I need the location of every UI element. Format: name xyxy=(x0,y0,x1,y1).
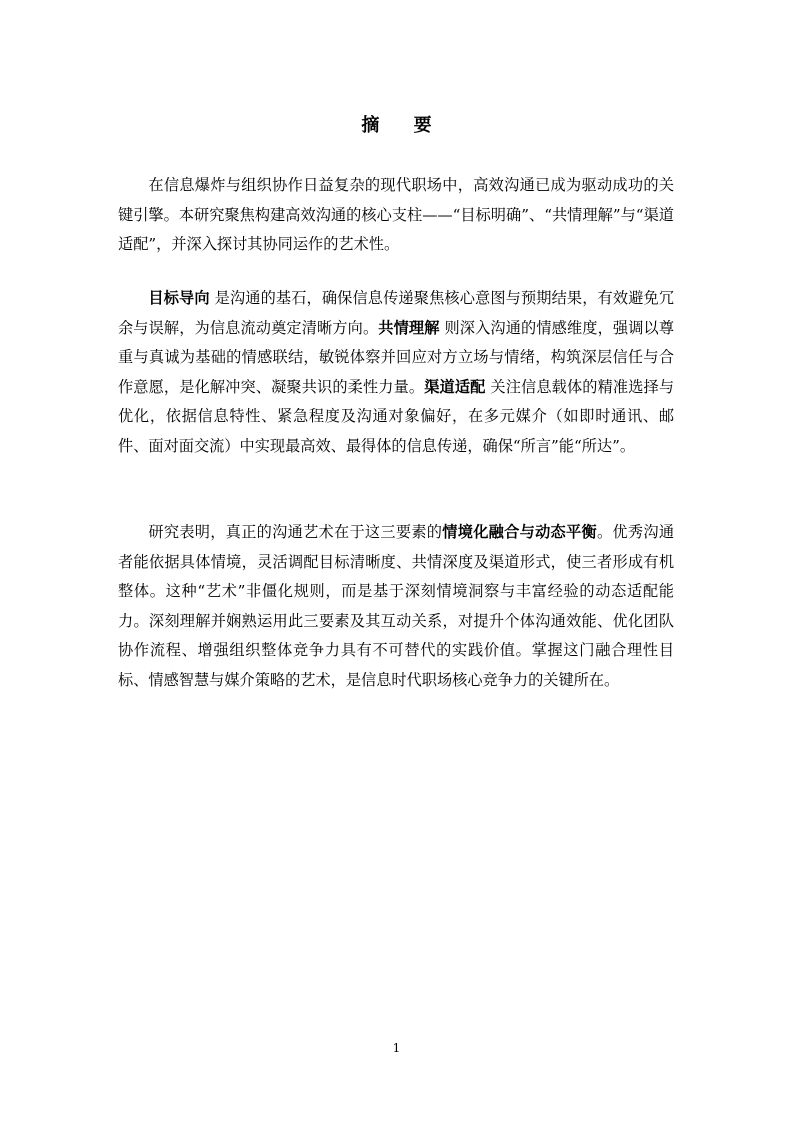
abstract-paragraph-conclusion xyxy=(118,518,674,695)
paragraph-text: 在信息爆炸与组织协作日益复杂的现代职场中，高效沟通已成为驱动成功的关键引擎。本研究聚焦构建高效沟通的核心支柱——“目标明确”、“共情理解”与“渠道适配”，并深入探讨其协同运作的艺术性。 xyxy=(118,176,674,253)
paragraph-text: 研究表明，真正的沟通艺术在于这三要素的 xyxy=(148,523,443,541)
paragraph-text: 。优秀沟通者能依据具体情境，灵活调配目标清晰度、共情深度及渠道形式，使三者形成有机整体。这种“艺术”非僵化规则，而是基于深刻情境洞察与丰富经验的动态适配能力。深刻理解并娴熟运用此三要素及其互动关系，对提升个体沟通效能、优化团队协作流程、增强组织整体竞争力具有不可替代的实践价值。掌握这门融合理性目标、情感智慧与媒介策略的艺术，是信息时代职场核心竞争力的关键所在。 xyxy=(118,523,675,689)
abstract-title: 摘 要 xyxy=(361,115,446,136)
bold-term-situational-fusion: 情境化融合与动态平衡 xyxy=(442,523,597,541)
paragraph-text: 则深入沟通的情感维度，强调以尊重与真诚为基础的情感联结，敏锐体察并回应对方立场与情绪，构筑深层信任与合作意愿，是化解冲突、凝聚共识的柔性力量。 xyxy=(118,318,675,396)
paragraph-text: 是沟通的基石，确保信息传递聚焦核心意图与预期结果，有效避免冗余与误解，为信息流动奠定清晰方向。 xyxy=(118,289,675,337)
bold-term-empathy: 共情理解 xyxy=(378,318,440,337)
bold-term-goal-orientation: 目标导向 xyxy=(148,289,210,307)
page-number: 1 xyxy=(392,1041,401,1055)
bold-term-channel-fit: 渠道适配 xyxy=(424,377,486,396)
paragraph-text: 关注信息载体的精准选择与优化，依据信息特性、紧急程度及沟通对象偏好，在多元媒介（如即时通讯、邮件、面对面交流）中实现最高效、最得体的信息传递，确保“所言”能“所达”。 xyxy=(118,377,675,455)
abstract-paragraph-intro xyxy=(118,171,674,260)
abstract-paragraph-elements xyxy=(118,284,674,461)
